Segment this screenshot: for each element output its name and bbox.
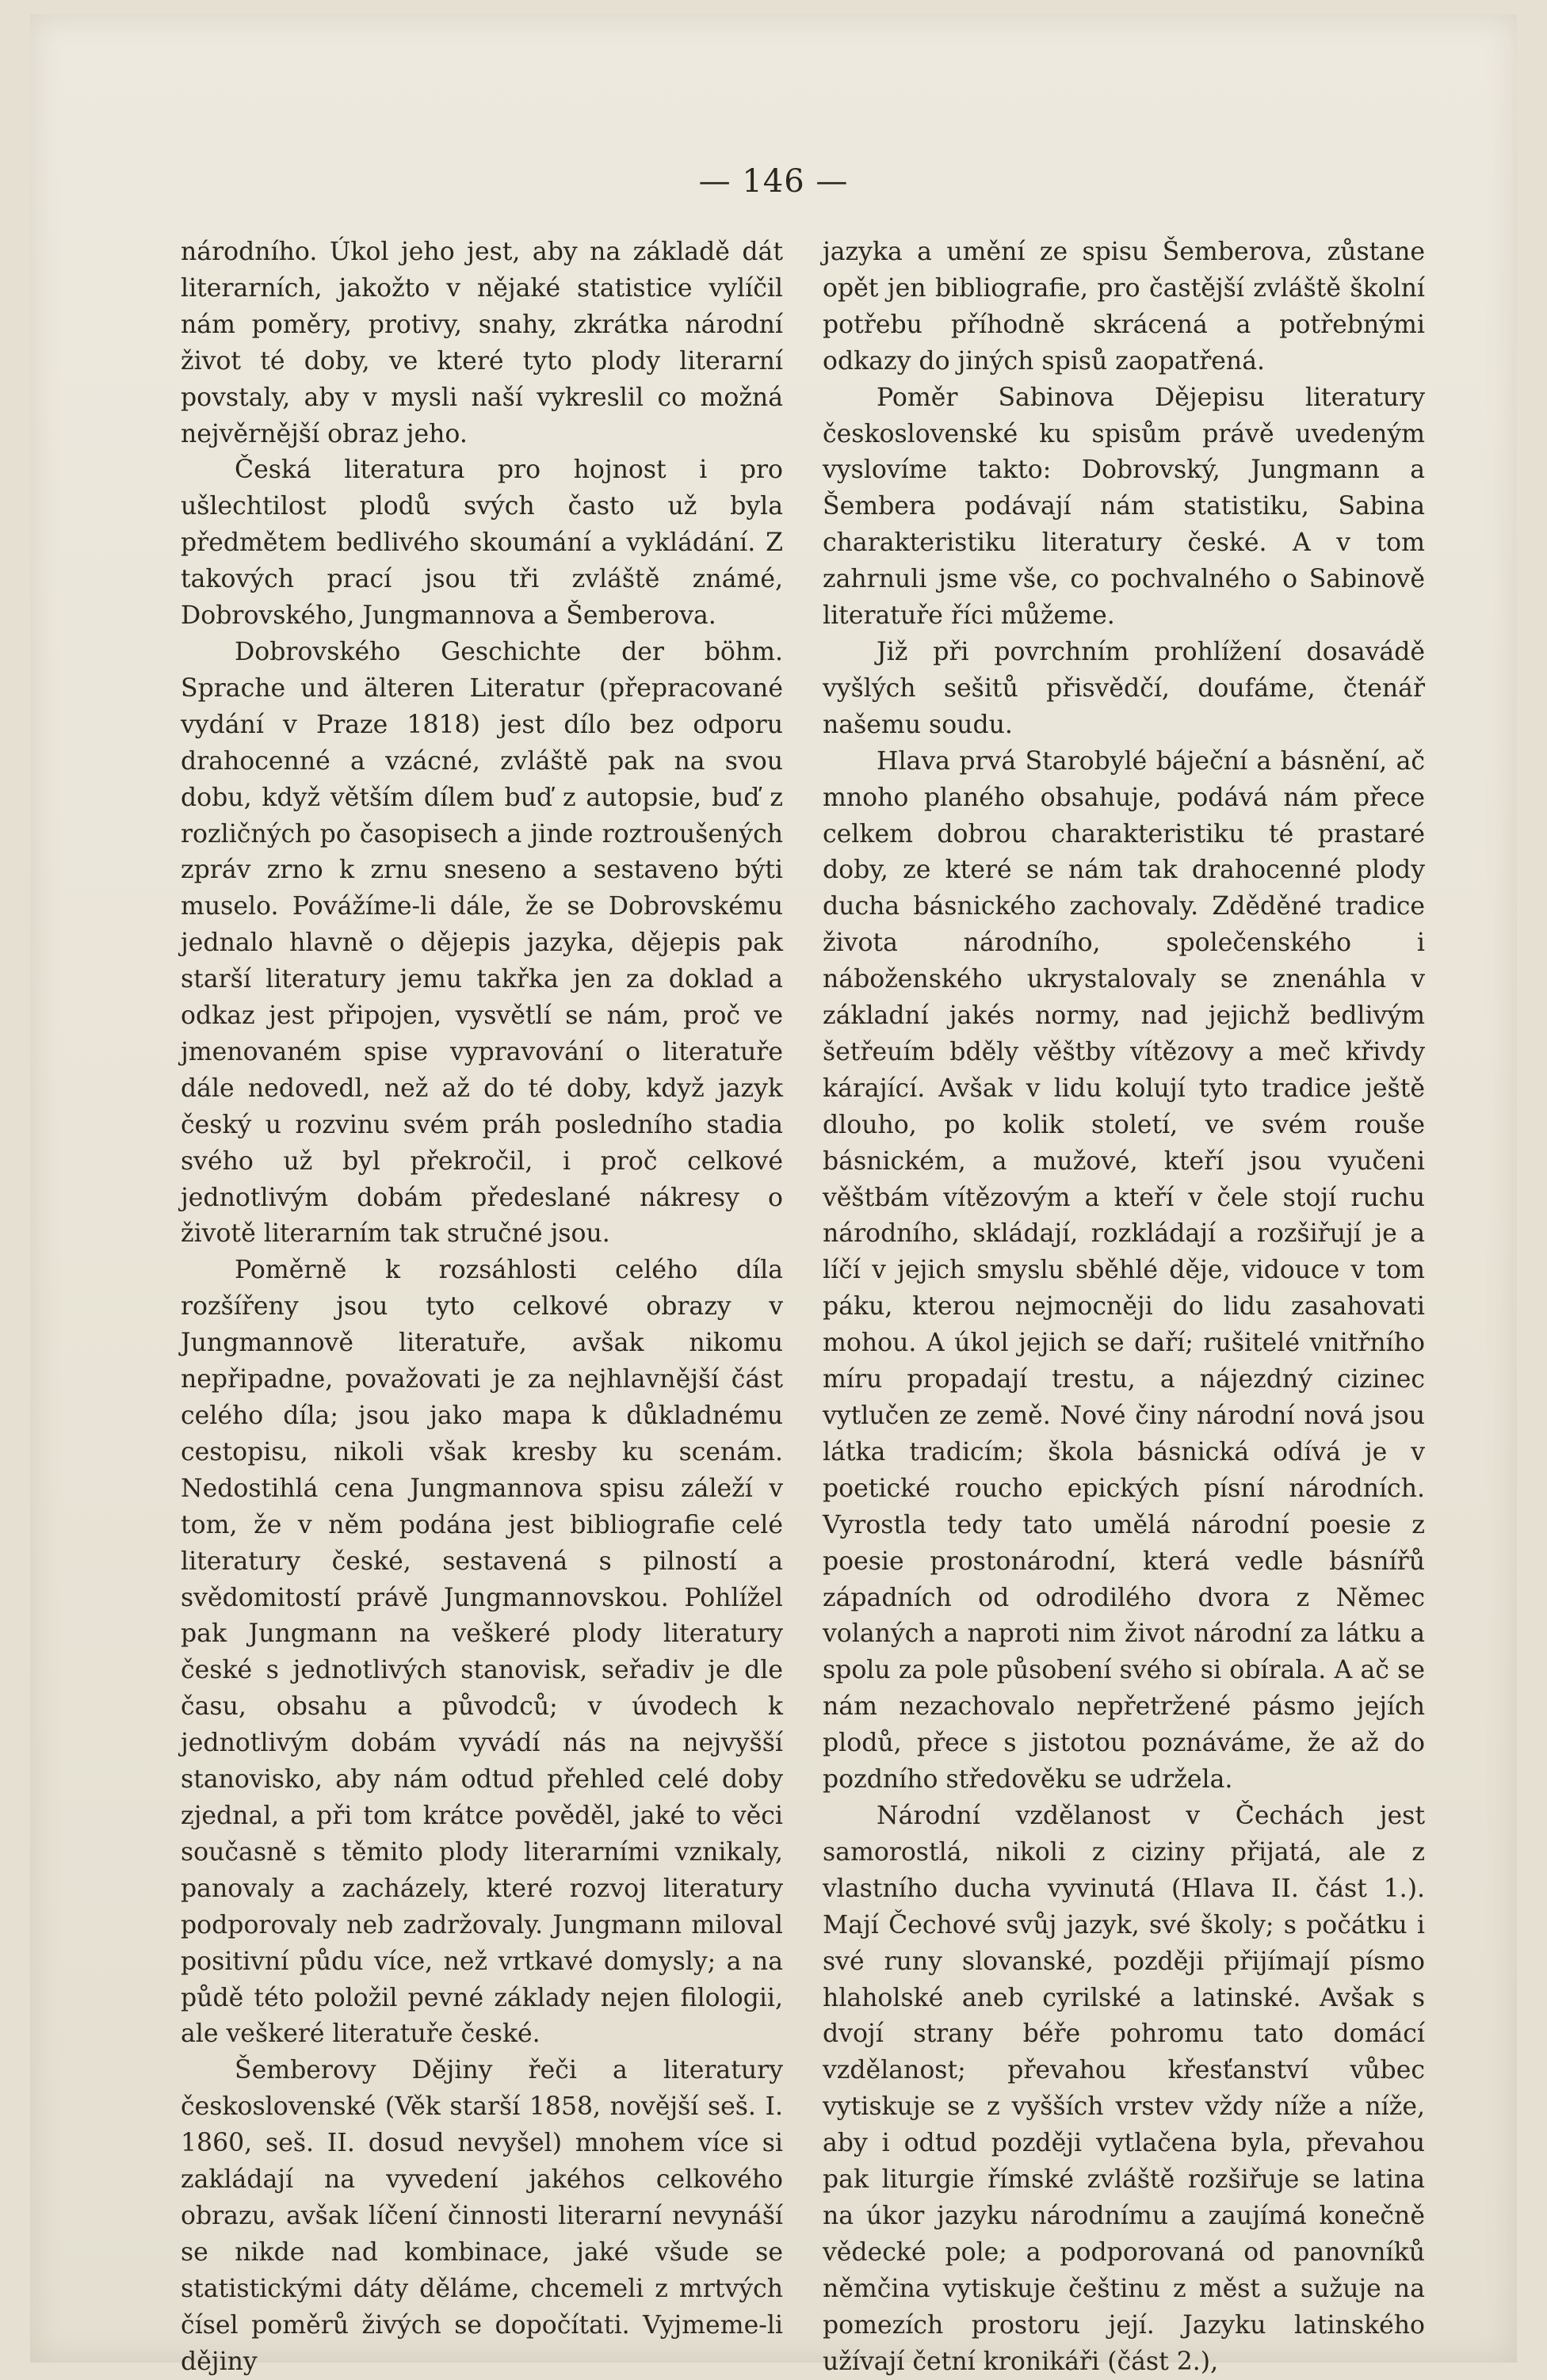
paragraph: Šemberovy Dějiny řeči a literatury československé (Věk starší 1858, novější seš. I. 1860, seš. II. dosud nevyšel) mnohem více si zakládají na vyvedení jakéhos celkového obrazu, avšak líčení činnosti literarní nevynáší se nikde nad kombinace, jaké všude se statistickými dáty děláme, chcemeli z mrtvých čísel poměrů živých se dopočítati. Vyjmeme-li dějiny: [181, 2056, 783, 2376]
paragraph: Poměrně k rozsáhlosti celého díla rozšířeny jsou tyto celkové obrazy v Jungmannově literatuře, avšak nikomu nepřipadne, považovati je za nejhlavnější část celého díla; jsou jako mapa k důkladnému cestopisu, nikoli však kresby ku scenám. Nedostihlá cena Jungmannova spisu záleží v tom, že v něm podána jest bibliografie celé literatury české, sestavená s pilností a svědomitostí právě Jungmannovskou. Pohlížel pak Jungmann na veškeré plody literatury české s jednotlivých stanovisk, seřadiv je dle času, obsahu a původců; v úvodech k jednotlivým dobám vyvádí nás na nejvyšší stanovisko, aby nám odtud přehled celé doby zjednal, a při tom krátce pověděl, jaké to věci současně s těmito plody literarními vznikaly, panovaly a zacházely, které rozvoj literatury podporovaly neb zadržovaly. Jungmann miloval positivní půdu více, než vrtkavé domysly; a na půdě této položil pevné základy nejen filologii, ale veškeré literatuře české.: [181, 1256, 783, 2049]
paragraph: Poměr Sabinova Dějepisu literatury československé ku spisům právě uvedeným vyslovíme takto: Dobrovský, Jungmann a Šembera podávají nám statistiku, Sabina charakteristiku literatury české. A v tom zahrnuli jsme vše, co pochvalného o Sabinově literatuře říci můžeme.: [823, 383, 1425, 631]
paragraph: Národní vzdělanost v Čechách jest samorostlá, nikoli z ciziny přijatá, ale z vlastního ducha vyvinutá (Hlava II. část 1.). Mají Čechové svůj jazyk, své školy; s počátku i své runy slovanské, později přijímají písmo hlaholské aneb cyrilské a latinské. Avšak s dvojí strany béře pohromu tato domácí vzdělanost; převahou křesťanství vůbec vytiskuje se z vyšších vrstev vždy níže a níže, aby i odtud později vytlačena byla, převahou pak liturgie římské zvláště rozšiřuje se latina na úkor jazyku národnímu a zaujímá konečně vědecké pole; a podporovaná od panovníků němčina vytiskuje češtinu z měst a sužuje na pomezích prostoru její. Jazyku latinského užívají četní kronikáři (část 2.),: [823, 1801, 1425, 2376]
paragraph: Již při povrchním prohlížení dosavádě vyšlých sešitů přisvědčí, doufáme, čtenář našemu soudu.: [823, 637, 1425, 739]
right-column: [823, 235, 1425, 2380]
left-column: [181, 235, 783, 2380]
paragraph: Hlava prvá Starobylé báječní a básnění, ač mnoho planého obsahuje, podává nám přece celkem dobrou charakteristiku té prastaré doby, ze které se nám tak drahocenné plody ducha básnického zachovaly. Zděděné tradice života národního, společenského i náboženského ukrystalovaly se znenáhla v základní jakés normy, nad jejichž bedlivým šetřeuím bděly věštby vítězovy a meč křivdy kárající. Avšak v lidu kolují tyto tradice ještě dlouho, po kolik století, ve svém rouše básnickém, a mužové, kteří jsou vyučeni věštbám vítězovým a kteří v čele stojí ruchu národního, skládají, rozkládají a rozšiřují je a líčí v jejich smyslu sběhlé děje, vidouce v tom páku, kterou nejmocněji do lidu zasahovati mohou. A úkol jejich se daří; rušitelé vnitřního míru propadají trestu, a nájezdný cizinec vytlučen ze země. Nové činy národní nová jsou látka tradicím; škola básnická odívá je v poetické roucho epických písní národních. Vyrostla tedy tato umělá národní poesie z poesie prostonárodní, která vedle básnířů západních od odrodilého dvora z Němec volaných a naproti nim život národní za látku a spolu za pole působení svého si obírala. A ač se nám nezachovalo nepřetržené pásmo jejích plodů, přece s jistotou poznáváme, že až do pozdního středověku se udržela.: [823, 746, 1425, 1795]
paragraph: Česká literatura pro hojnost i pro ušlechtilost plodů svých často už byla předmětem bedlivého skoumání a vykládání. Z takových prací jsou tři zvláště známé, Dobrovského, Jungmannova a Šemberova.: [181, 456, 783, 631]
page-number: — 146 —: [698, 163, 849, 200]
paragraph: národního. Úkol jeho jest, aby na základě dát literarních, jakožto v nějaké statistice vylíčil nám poměry, protivy, snahy, zkrátka národní život té doby, ve které tyto plody literarní povstaly, aby v mysli naší vykreslil co možná nejvěrnější obraz jeho.: [181, 238, 783, 448]
document-page: [30, 14, 1517, 2376]
paragraph: jazyka a umění ze spisu Šemberova, zůstane opět jen bibliografie, pro častější zvláště školní potřebu příhodně skrácená a potřebnými odkazy do jiných spisů zaopatřená.: [823, 238, 1425, 376]
paragraph: Dobrovského Geschichte der böhm. Sprache und älteren Literatur (přepracované vydání v Praze 1818) jest dílo bez odporu drahocenné a vzácné, zvláště pak na svou dobu, když větším dílem buď z autopsie, buď z rozličných po časopisech a jinde roztroušených zpráv zrno k zrnu sneseno a sestaveno býti muselo. Povážíme-li dále, že se Dobrovskému jednalo hlavně o dějepis jazyka, dějepis pak starší literatury jemu takřka jen za doklad a odkaz jest připojen, vysvětlí se nám, proč ve jmenovaném spise vypravování o literatuře dále nedovedl, než až do té doby, když jazyk český u rozvinu svém práh posledního stadia svého už byl překročil, i proč celkové jednotlivým dobám předeslané nákresy o životě literarním tak stručné jsou.: [181, 637, 783, 1249]
